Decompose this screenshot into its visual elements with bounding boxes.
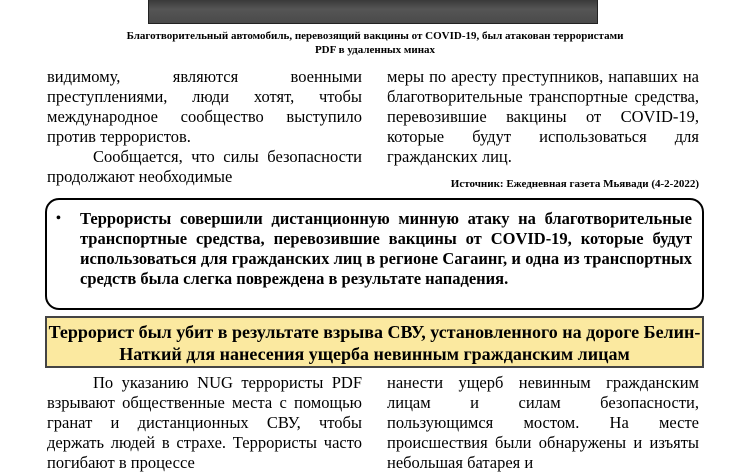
article2-left-paragraph-1: По указанию NUG террористы PDF взрывают общественные места с помощью гранат и дистанционных СВУ, чтобы держать людей в страхе. Террористы часто погибают в процессе xyxy=(47,373,362,472)
article1-left-paragraph-1: видимому, являются военными преступлениями, люди хотят, чтобы международное сообщество выступило против террористов. xyxy=(47,67,362,146)
summary-text: Террористы совершили дистанционную минную атаку на благотворительные транспортные средства, перевозившие вакцины от COVID-19, которые будут использоваться для гражданских лиц в регионе Сагаинг, и одна из транспортных средств была слегка повреждена в результате нападения. xyxy=(80,209,692,288)
article1-right-column xyxy=(387,67,699,167)
summary-box xyxy=(45,198,704,310)
article2-left-column xyxy=(47,373,362,473)
article2-headline: Террорист был убит в результате взрыва СВУ, установленного на дороге Белин-Наткий для нанесения ущерба невинным гражданским лицам xyxy=(45,316,704,368)
article1-left-column xyxy=(47,67,362,187)
summary-item xyxy=(56,209,692,289)
article2-right-column xyxy=(387,373,699,473)
article1-source: Источник: Ежедневная газета Мьявади (4-2-2022) xyxy=(450,178,699,190)
news-photo xyxy=(148,0,598,24)
article1-left-paragraph-2: Сообщается, что силы безопасности продолжают необходимые xyxy=(47,147,362,186)
photo-caption: Благотворительный автомобиль, перевозящий вакцины от COVID-19, был атакован террористами PDF в удаленных минах xyxy=(126,30,624,56)
summary-list xyxy=(56,209,692,289)
article1-right-paragraph-1: меры по аресту преступников, напавших на благотворительные транспортные средства, перевозившие вакцины от COVID-19, которые будут использоваться для гражданских лиц. xyxy=(387,67,699,166)
bullet-icon: • xyxy=(56,211,61,226)
article2-right-paragraph-1: нанести ущерб невинным гражданским лицам и силам безопасности, пользующимся мостом. На месте происшествия были обнаружены и изъяты небольшая батарея и xyxy=(387,373,699,472)
